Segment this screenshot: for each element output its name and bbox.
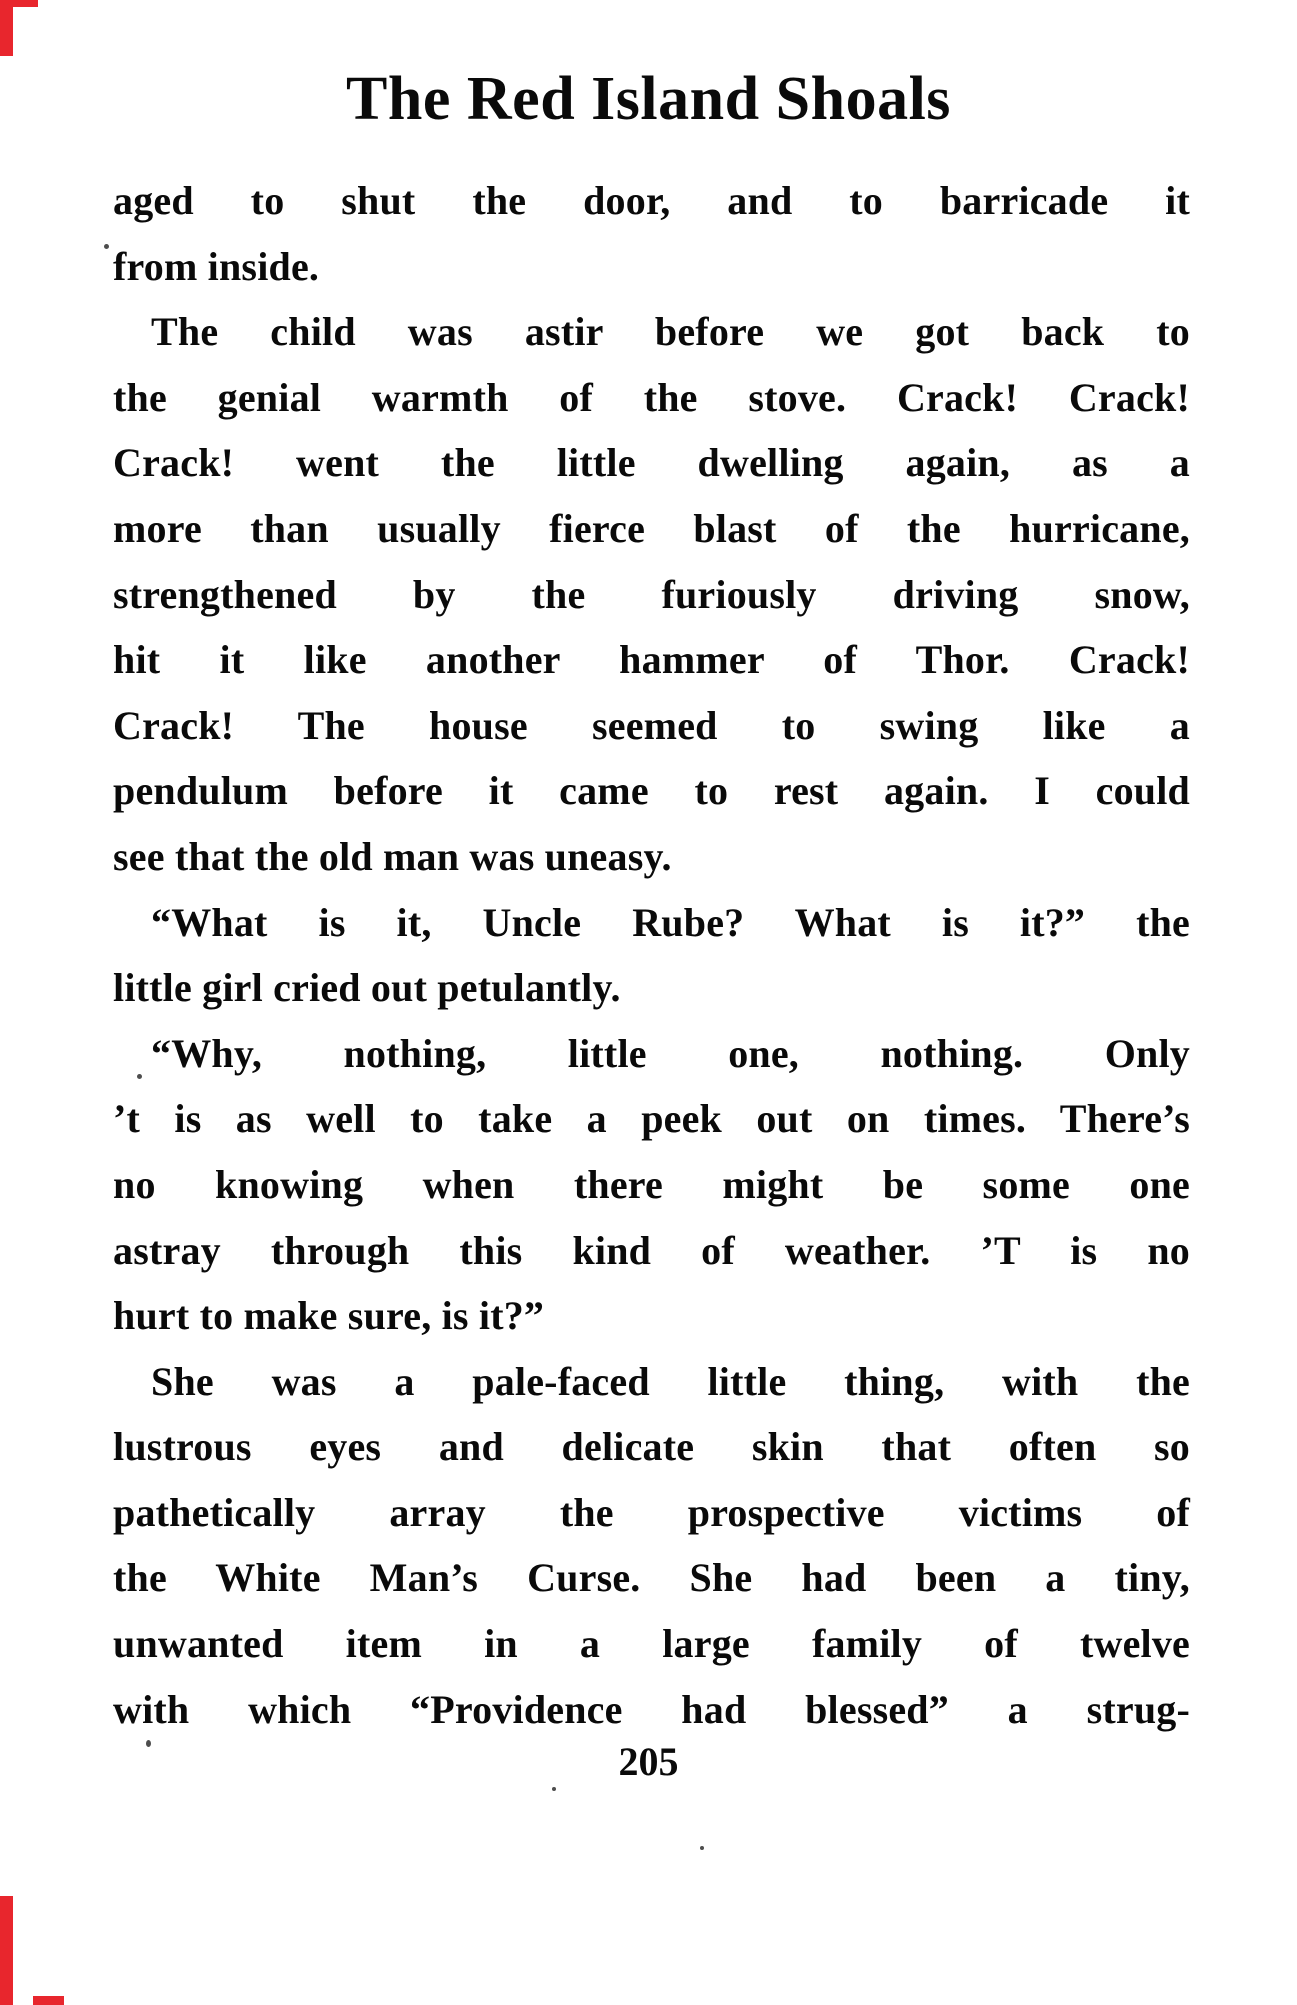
text-line: hit it like another hammer of Thor. Crack! xyxy=(113,637,1190,683)
scan-mark-bottom-dash xyxy=(33,1996,64,2005)
text-line: from inside. xyxy=(113,243,320,289)
text-line: little girl cried out petulantly. xyxy=(113,965,621,1011)
text-line: The child was astir before we got back to xyxy=(151,309,1190,355)
page-body xyxy=(113,168,1190,1742)
text-line: pendulum before it came to rest again. I could xyxy=(113,768,1190,814)
text-line: see that the old man was uneasy. xyxy=(113,833,672,879)
text-line: pathetically array the prospective victims of xyxy=(113,1489,1190,1535)
page-number: 205 xyxy=(618,1739,679,1784)
text-line: astray through this kind of weather. ’T is no xyxy=(113,1227,1190,1273)
text-line: no knowing when there might be some one xyxy=(113,1161,1190,1207)
scan-mark-top-left-nub xyxy=(0,0,38,7)
page-title: The Red Island Shoals xyxy=(346,65,951,133)
scan-mark-bottom-left-bar xyxy=(0,1896,13,2005)
text-line: the White Man’s Curse. She had been a tiny, xyxy=(113,1555,1190,1601)
scan-noise-speck xyxy=(104,244,109,249)
text-line: strengthened by the furiously driving snow, xyxy=(113,571,1190,617)
text-line: more than usually fierce blast of the hurricane, xyxy=(113,505,1190,551)
text-line: Crack! went the little dwelling again, as a xyxy=(113,440,1190,486)
text-line: She was a pale-faced little thing, with the xyxy=(151,1358,1190,1404)
text-line: “Why, nothing, little one, nothing. Only xyxy=(151,1030,1190,1076)
scan-mark-top-left-bar xyxy=(0,0,13,56)
text-line: aged to shut the door, and to barricade it xyxy=(113,178,1190,223)
text-line: hurt to make sure, is it?” xyxy=(113,1293,545,1339)
text-line: lustrous eyes and delicate skin that often so xyxy=(113,1424,1190,1470)
text-line: with which “Providence had blessed” a strug- xyxy=(113,1686,1190,1732)
text-line: unwanted item in a large family of twelve xyxy=(113,1621,1190,1667)
text-line: the genial warmth of the stove. Crack! Crack! xyxy=(113,374,1190,420)
text-line: “What is it, Uncle Rube? What is it?” the xyxy=(151,899,1190,945)
text-line: Crack! The house seemed to swing like a xyxy=(113,702,1190,748)
scan-noise-speck xyxy=(700,1846,704,1850)
scan-noise-speck xyxy=(552,1787,556,1791)
text-line: ’t is as well to take a peek out on times. There’s xyxy=(113,1096,1190,1142)
